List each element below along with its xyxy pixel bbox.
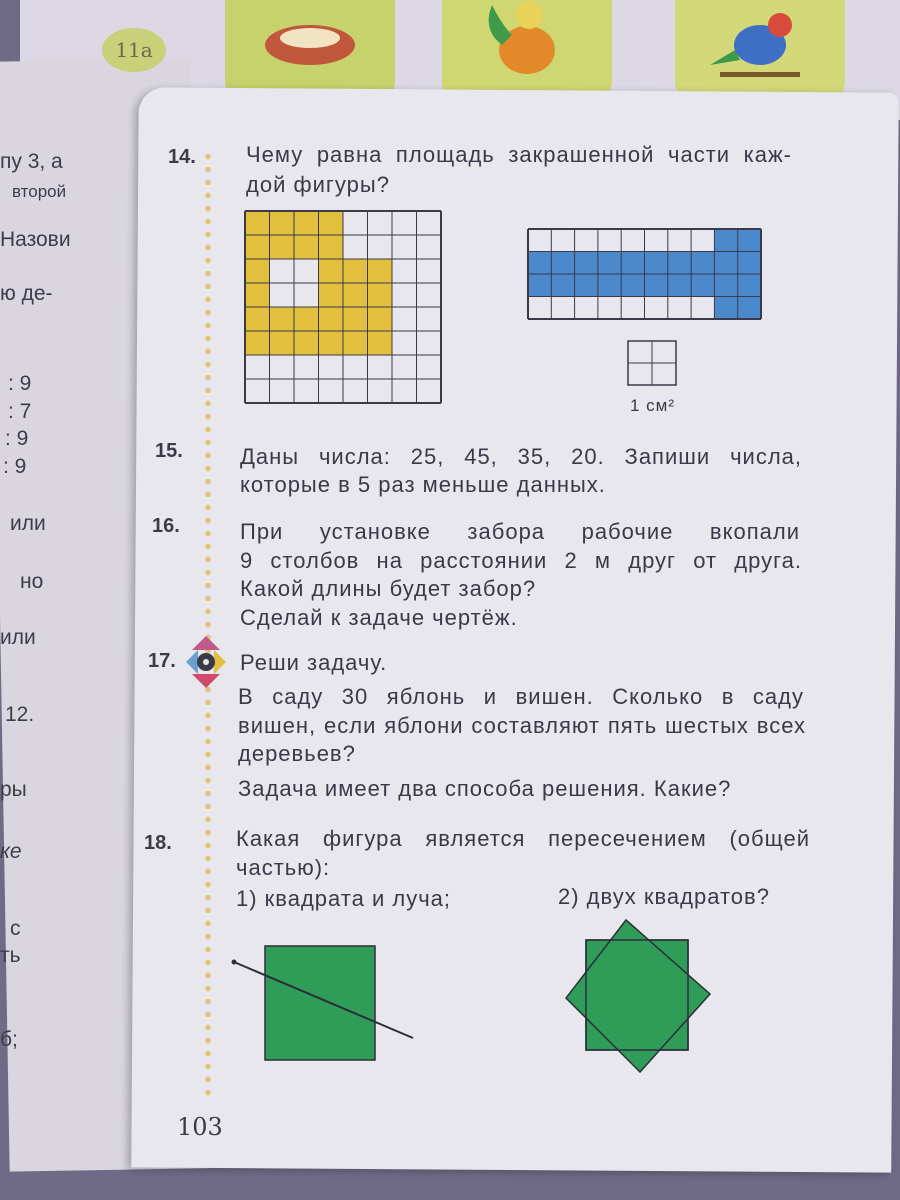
task-14-number: 14. [168,146,196,168]
left-fragment: : 9 [8,372,32,395]
left-fragment: б; [0,1028,18,1051]
shaded-cell [319,211,344,235]
page-number: 103 [177,1113,223,1141]
green-square [265,946,375,1060]
shaded-cell [551,252,574,275]
task-17-heading: Реши задачу. [240,650,388,675]
shaded-cell [319,259,344,283]
left-fragment: ю де- [0,282,53,305]
shaded-cell [668,274,691,297]
page-badge: 11a [102,28,166,72]
shaded-cell [319,331,344,355]
shaded-cell [319,307,344,331]
shaded-cell [270,307,295,331]
left-fragment: : 9 [5,427,29,450]
shaded-cell [245,283,270,307]
shaded-cell [343,307,368,331]
shaded-cell [738,229,761,252]
task-17-text-line3: деревьев? [238,741,356,766]
shaded-cell [714,229,737,252]
task-15-text-line2: которые в 5 раз меньше данных. [240,472,606,497]
left-fragment: ке [0,840,22,863]
task-15-text-line1: Даны числа: 25, 45, 35, 20. Запиши числа, [240,444,802,469]
shaded-cell [368,331,393,355]
shaded-cell [598,274,621,297]
shaded-cell [270,211,295,235]
left-fragment: ры [0,778,27,801]
shaded-cell [245,307,270,331]
left-fragment: Назови [0,228,71,251]
sticker-card-3 [675,0,845,100]
square-and-ray-figure [228,940,423,1065]
blue-grid-figure [527,228,767,328]
shaded-cell [714,297,737,320]
task-16-text-line4: Сделай к задаче чертёж. [240,605,518,630]
shaded-cell [738,274,761,297]
shaded-cell [368,283,393,307]
shaded-cell [368,259,393,283]
task-16-number: 16. [152,515,180,537]
shaded-cell [598,252,621,275]
shaded-cell [294,307,319,331]
left-fragment: с [10,917,21,940]
task-18-option2: 2) двух квадратов? [558,884,770,909]
shaded-cell [245,331,270,355]
left-fragment: 12. [5,703,35,726]
task-16-text-line3: Какой длины будет забор? [240,576,537,601]
shaded-cell [528,274,551,297]
left-fragment: ть [0,944,21,967]
left-fragment: второй [12,182,67,201]
two-squares-figure [562,918,714,1076]
shaded-cell [691,252,714,275]
shaded-cell [714,274,737,297]
shaded-cell [621,274,644,297]
shaded-cell [691,274,714,297]
sticker-card-1 [225,0,395,100]
shaded-cell [245,259,270,283]
unit-square-1cm2 [627,340,679,392]
left-fragment: но [20,570,44,593]
ray-start-point [232,960,237,965]
shaded-cell [645,274,668,297]
food-illustration-icon [255,10,365,70]
shaded-cell [319,235,344,259]
task-15-number: 15. [155,440,183,462]
shaded-cell [270,331,295,355]
shaded-cell [621,252,644,275]
task-14-text-line1: Чему равна площадь закрашенной части каж- [246,142,792,167]
task-18-text-line2: частью): [236,855,331,880]
shaded-cell [343,259,368,283]
shaded-cell [738,252,761,275]
shaded-cell [319,283,344,307]
rooster-icon [467,0,587,90]
shaded-cell [575,252,598,275]
shaded-cell [294,235,319,259]
task-17-number: 17. [148,650,176,672]
shaded-cell [575,274,598,297]
shaded-cell [551,274,574,297]
left-fragment: : 7 [8,400,32,423]
shaded-cell [668,252,691,275]
shaded-cell [245,211,270,235]
yellow-grid-figure [244,210,444,410]
left-fragment: пу 3, а [0,150,63,173]
task-17-text-line1: В саду 30 яблонь и вишен. Сколько в саду [238,684,804,709]
shaded-cell [645,252,668,275]
task-14-text-line2: дой фигуры? [246,172,390,197]
dotted-margin-line [205,150,211,1100]
task-18-number: 18. [144,832,172,854]
task-navigator-icon [186,636,226,688]
parrot-icon [700,0,820,90]
shaded-cell [343,331,368,355]
task-16-text-line1: При установке забора рабочие вкопали [240,519,800,544]
unit-square-label: 1 см² [630,396,676,415]
sticker-card-2 [442,0,612,100]
task-18-text-line1: Какая фигура является пересечением (общей [236,826,810,851]
shaded-cell [294,211,319,235]
shaded-cell [368,307,393,331]
shaded-cell [738,297,761,320]
left-fragment: или [0,626,36,649]
shaded-cell [714,252,737,275]
task-17-text-line4: Задача имеет два способа решения. Какие? [238,776,732,801]
task-17-text-line2: вишен, если яблони составляют пять шестых всех [238,713,806,738]
shaded-cell [343,283,368,307]
shaded-cell [528,252,551,275]
task-16-text-line2: 9 столбов на расстоянии 2 м друг от друга. [240,548,802,573]
shaded-cell [245,235,270,259]
left-fragment: : 9 [3,455,27,478]
task-18-option1: 1) квадрата и луча; [236,886,452,911]
shaded-cell [294,331,319,355]
left-fragment: или [10,512,46,535]
shaded-cell [270,235,295,259]
